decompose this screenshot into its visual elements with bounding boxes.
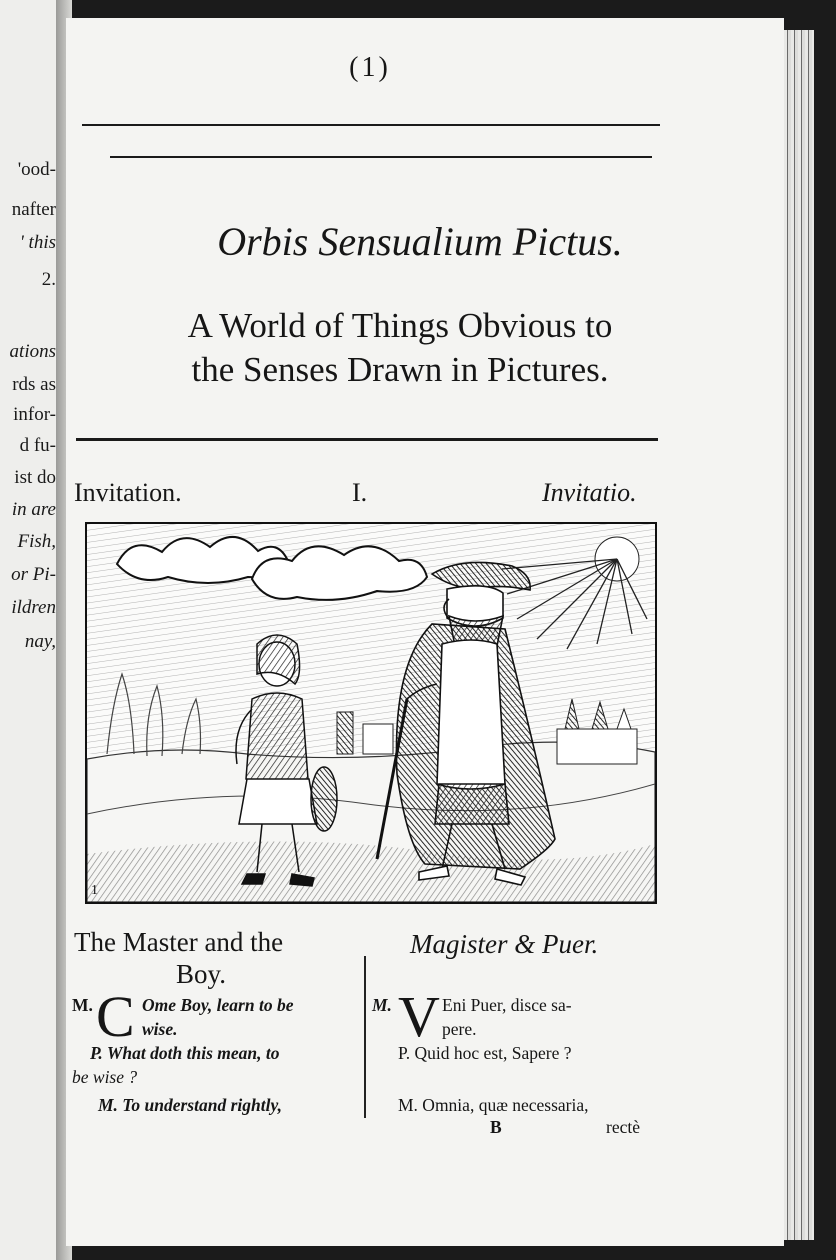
latin-line-2: pere. [442, 1019, 477, 1039]
latin-line-1: Eni Puer, disce sa- [442, 995, 572, 1015]
latin-heading: Magister & Puer. [410, 929, 599, 959]
section-numeral: I. [352, 478, 368, 507]
left-fragment: nafter [11, 199, 56, 220]
page-edges [784, 30, 814, 1240]
left-fragment: or Pi- [11, 564, 56, 585]
english-master-answer: M. To understand rightly, [98, 1095, 282, 1115]
english-pupil-question-end: be wise ? [72, 1067, 138, 1087]
latin-master-prefix: M. [372, 995, 392, 1015]
book-title: Orbis Sensualium Pictus. [217, 219, 623, 264]
left-fragment: 'ood- [17, 159, 56, 180]
english-heading-line-1: The Master and the [74, 927, 284, 957]
english-pupil-question: P. What doth this mean, to [90, 1043, 280, 1063]
section-heading-english: Invitation. [74, 478, 182, 507]
left-fragment: d fu- [19, 435, 56, 456]
left-fragment: 2. [41, 269, 56, 290]
section-heading-latin: Invitatio. [542, 478, 637, 507]
english-master-prefix: M. [72, 995, 93, 1015]
figure-number: 1 [91, 883, 98, 898]
left-fragment: ations [9, 341, 56, 362]
latin-dropcap: V [398, 984, 440, 1049]
page-number: (1) [349, 52, 391, 83]
woodcut-illustration [85, 522, 657, 904]
left-fragment: nay, [24, 631, 56, 652]
english-dropcap: C [96, 984, 135, 1049]
subtitle-line-1: A World of Things Obvious to [187, 306, 613, 345]
latin-pupil-question: P. Quid hoc est, Sapere ? [398, 1043, 572, 1063]
signature-mark: B [490, 1117, 502, 1137]
left-fragment: in are [11, 499, 56, 520]
left-fragment: ' this [19, 232, 56, 253]
left-fragment: infor- [13, 404, 56, 425]
left-fragment: ildren [11, 597, 56, 618]
catchword: rectè [606, 1117, 640, 1137]
woodcut-drawing [87, 524, 655, 902]
second-rule [110, 156, 652, 158]
english-line-1: Ome Boy, learn to be [142, 995, 294, 1015]
latin-master-answer: M. Omnia, quæ necessaria, [398, 1095, 589, 1115]
subtitle-line-2: the Senses Drawn in Pictures. [191, 350, 609, 389]
section-rule [76, 438, 658, 441]
left-fragment: Fish, [17, 531, 56, 552]
left-fragment: ist do [14, 467, 56, 488]
column-divider [364, 956, 366, 1118]
english-line-2: wise. [142, 1019, 178, 1039]
left-page [0, 0, 60, 1260]
english-heading-line-2: Boy. [176, 959, 227, 989]
top-rule [82, 124, 660, 126]
left-fragment: rds as [12, 374, 56, 395]
